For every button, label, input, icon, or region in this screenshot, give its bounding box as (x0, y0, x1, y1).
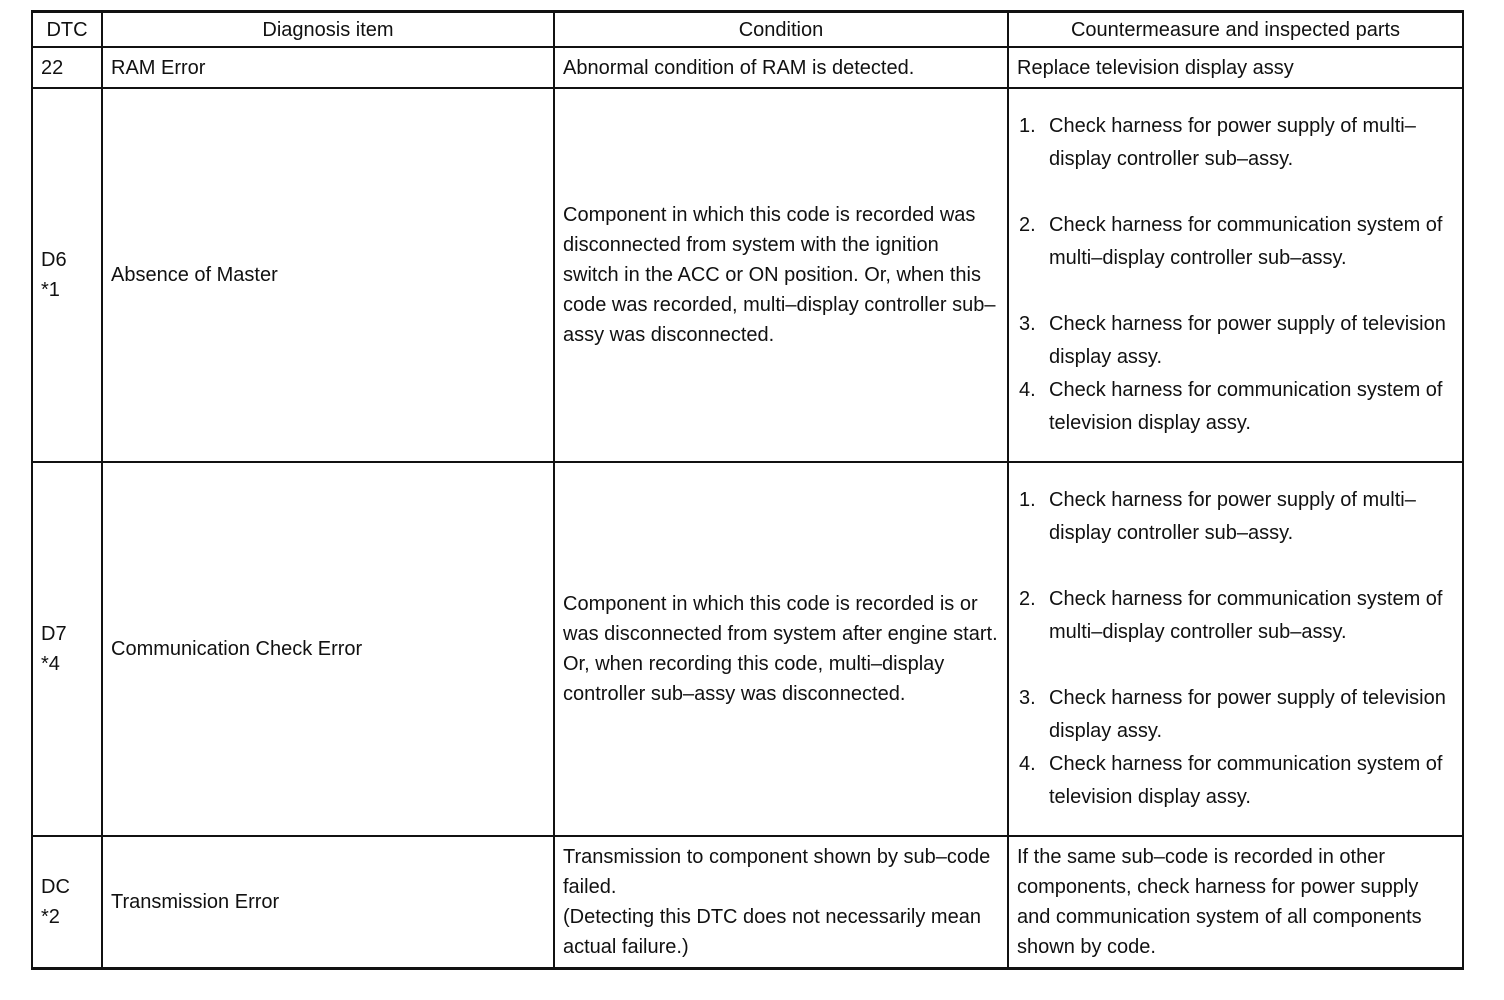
diagnosis-item: RAM Error (102, 47, 554, 88)
dtc-footnote: *2 (41, 906, 60, 928)
condition: Component in which this code is recorded is or was disconnected from system after engine start. Or, when recording this code, multi–display controller sub–assy was disconnected. (554, 462, 1008, 836)
step-number: 2. (1019, 588, 1036, 610)
dtc-code: 22 (32, 47, 102, 88)
table-row (32, 462, 1463, 836)
diagnosis-item: Absence of Master (102, 88, 554, 462)
header-condition: Condition (554, 12, 1008, 48)
condition-cell (554, 836, 1008, 969)
step-number: 2. (1019, 214, 1036, 236)
table-row (32, 47, 1463, 88)
dtc-code: D6 (41, 249, 67, 271)
step-number: 4. (1019, 379, 1036, 401)
list-item (1019, 748, 1454, 814)
header-row (32, 12, 1463, 48)
dtc-footnote: *4 (41, 653, 60, 675)
condition-note: (Detecting this DTC does not necessarily mean actual failure.) (563, 906, 981, 958)
countermeasure-cell (1008, 88, 1463, 462)
list-item (1019, 682, 1454, 748)
dtc-code: DC (41, 876, 70, 898)
diagnosis-item: Transmission Error (102, 836, 554, 969)
step-text: Check harness for communication system of multi–display controller sub–assy. (1049, 588, 1443, 643)
countermeasure: Replace television display assy (1008, 47, 1463, 88)
countermeasure-cell (1008, 462, 1463, 836)
table-row (32, 836, 1463, 969)
step-number: 3. (1019, 687, 1036, 709)
countermeasure-steps (1017, 484, 1454, 814)
step-number: 1. (1019, 489, 1036, 511)
header-countermeasure: Countermeasure and inspected parts (1008, 12, 1463, 48)
condition: Transmission to component shown by sub–code failed. (563, 846, 991, 898)
step-text: Check harness for power supply of multi–display controller sub–assy. (1049, 115, 1416, 170)
step-text: Check harness for power supply of television display assy. (1049, 687, 1446, 742)
step-text: Check harness for power supply of television display assy. (1049, 313, 1446, 368)
dtc-table (31, 10, 1464, 970)
step-number: 4. (1019, 753, 1036, 775)
dtc-code: D7 (41, 623, 67, 645)
table-row (32, 88, 1463, 462)
condition: Component in which this code is recorded was disconnected from system with the ignition switch in the ACC or ON position. Or, when this code was recorded, multi–display controller sub–assy was disconnected. (554, 88, 1008, 462)
header-dtc: DTC (32, 12, 102, 48)
list-item (1019, 110, 1454, 176)
diagnosis-item: Communication Check Error (102, 462, 554, 836)
list-item (1019, 209, 1454, 275)
step-number: 1. (1019, 115, 1036, 137)
dtc-code-cell (32, 836, 102, 969)
dtc-footnote: *1 (41, 279, 60, 301)
countermeasure-steps (1017, 110, 1454, 440)
header-diagnosis-item: Diagnosis item (102, 12, 554, 48)
list-item (1019, 374, 1454, 440)
step-text: Check harness for communication system of multi–display controller sub–assy. (1049, 214, 1443, 269)
countermeasure: If the same sub–code is recorded in other components, check harness for power supply and communication system of all components shown by code. (1008, 836, 1463, 969)
step-text: Check harness for power supply of multi–display controller sub–assy. (1049, 489, 1416, 544)
condition: Abnormal condition of RAM is detected. (554, 47, 1008, 88)
list-item (1019, 308, 1454, 374)
dtc-code-cell (32, 462, 102, 836)
step-number: 3. (1019, 313, 1036, 335)
list-item (1019, 583, 1454, 649)
dtc-code-cell (32, 88, 102, 462)
step-text: Check harness for communication system of television display assy. (1049, 379, 1443, 434)
step-text: Check harness for communication system of television display assy. (1049, 753, 1443, 808)
list-item (1019, 484, 1454, 550)
